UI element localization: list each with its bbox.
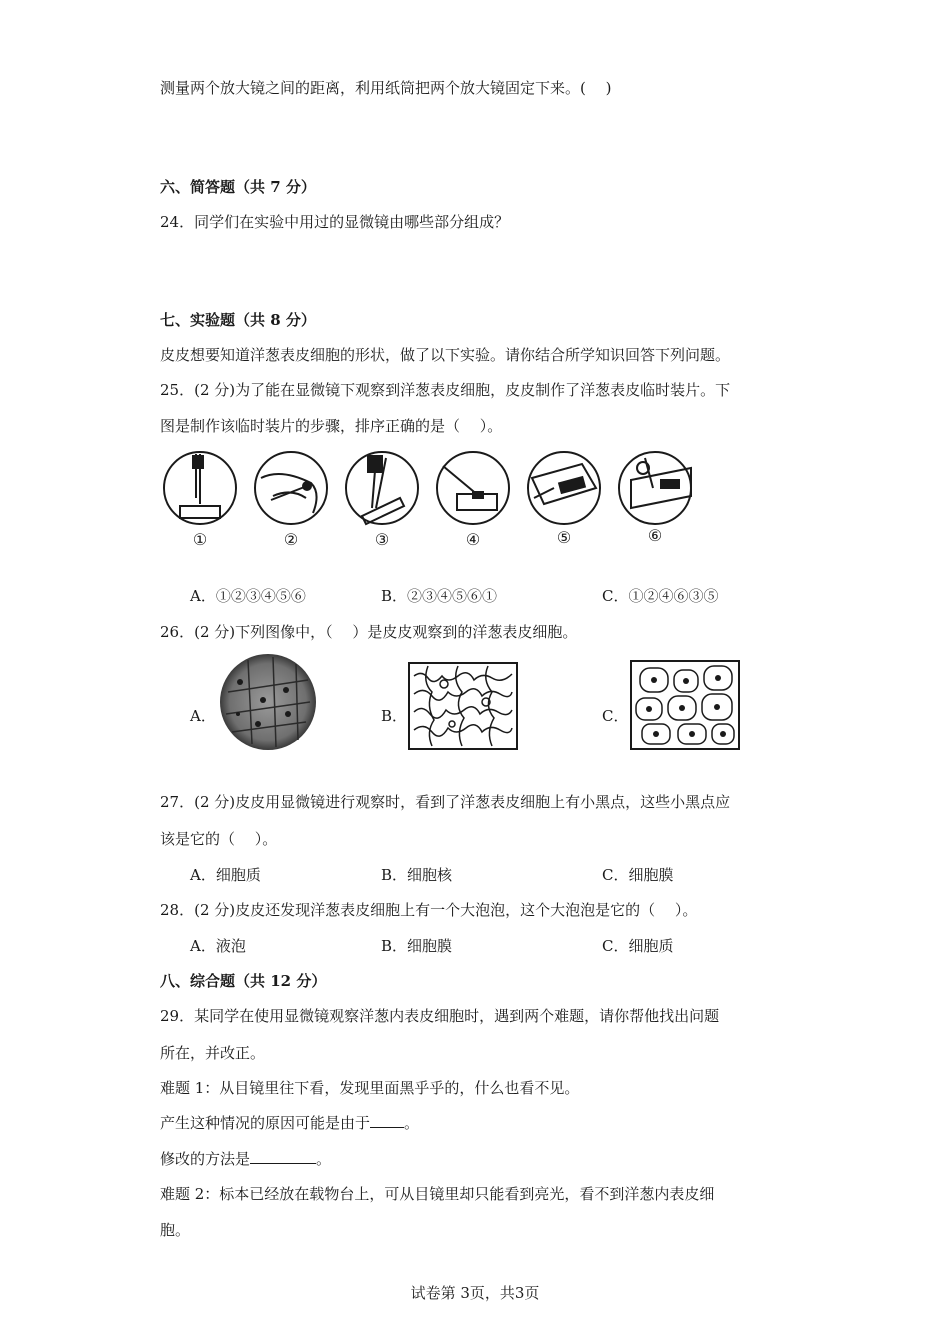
section-8-heading: 八、综合题（共 12 分）	[160, 972, 327, 990]
question-29-line2: 所在，并改正。	[160, 1044, 266, 1062]
q26-option-a-label[interactable]: A．	[190, 707, 216, 725]
fix-answer-line	[160, 1149, 331, 1169]
experiment-intro: 皮皮想要知道洋葱表皮细胞的形状，做了以下实验。请你结合所学知识回答下列问题。	[160, 346, 731, 364]
question-27-line1: 27．(2 分)皮皮用显微镜进行观察时，看到了洋葱表皮细胞上有小黑点，这些小黑点应	[160, 793, 731, 811]
fix-blank[interactable]	[250, 1149, 316, 1164]
q28-option-c[interactable]: C．细胞质	[602, 937, 674, 955]
step-number-2: ②	[283, 530, 299, 549]
question-25-line1: 25．(2 分)为了能在显微镜下观察到洋葱表皮细胞，皮皮制作了洋葱表皮临时装片。下	[160, 381, 731, 399]
question-26: 26．(2 分)下列图像中，（ ）是皮皮观察到的洋葱表皮细胞。	[160, 623, 578, 641]
step-number-5: ⑤	[556, 528, 572, 547]
problem-2-line1: 难题 2：标本已经放在载物台上，可从目镜里却只能看到亮光，看不到洋葱内表皮细	[160, 1185, 715, 1203]
step-number-6: ⑥	[647, 526, 663, 545]
step-4-spread-illustration	[437, 452, 509, 524]
cause-blank[interactable]	[370, 1113, 404, 1128]
step-5-coverslip-illustration	[528, 452, 600, 524]
fix-end: 。	[316, 1150, 332, 1168]
question-27-line2: 该是它的（ ）。	[160, 830, 278, 848]
q26-option-c-image[interactable]	[630, 660, 740, 750]
problem-2-line2: 胞。	[160, 1221, 191, 1239]
problem-1: 难题 1：从目镜里往下看，发现里面黑乎乎的，什么也看不见。	[160, 1079, 580, 1097]
question-25-line2: 图是制作该临时装片的步骤，排序正确的是（ ）。	[160, 417, 503, 435]
q28-option-b[interactable]: B．细胞膜	[381, 937, 453, 955]
cause-answer-line	[160, 1113, 419, 1133]
step-number-1: ①	[192, 530, 208, 549]
step-number-4: ④	[465, 530, 481, 549]
step-6-stain-illustration	[619, 452, 691, 524]
question-28: 28．(2 分)皮皮还发现洋葱表皮细胞上有一个大泡泡，这个大泡泡是它的（ ）。	[160, 901, 698, 919]
fix-prompt: 修改的方法是	[160, 1150, 251, 1168]
q26-option-a-image[interactable]	[218, 652, 318, 752]
q26-option-b-image[interactable]	[408, 662, 518, 750]
step-number-3: ③	[374, 530, 390, 549]
q27-option-a[interactable]: A．细胞质	[190, 866, 261, 884]
cause-prompt: 产生这种情况的原因可能是由于	[160, 1114, 371, 1132]
question-29-line1: 29．某同学在使用显微镜观察洋葱内表皮细胞时，遇到两个难题，请你帮他找出问题	[160, 1007, 720, 1025]
page-footer: 试卷第 3页，共3页	[410, 1284, 540, 1302]
q25-option-b[interactable]: B．②③④⑤⑥①	[381, 587, 498, 605]
section-7-heading: 七、实验题（共 8 分）	[160, 311, 316, 329]
q25-option-a[interactable]: A．①②③④⑤⑥	[190, 587, 306, 605]
q25-option-c[interactable]: C．①②④⑥③⑤	[602, 587, 719, 605]
question-24: 24．同学们在实验中用过的显微镜由哪些部分组成？	[160, 213, 510, 231]
step-3-tweezers-illustration	[346, 452, 418, 524]
q26-option-b-label[interactable]: B．	[381, 707, 408, 725]
step-2-peel-illustration	[255, 452, 327, 524]
q27-option-b[interactable]: B．细胞核	[381, 866, 453, 884]
slide-preparation-steps-figure	[160, 448, 700, 553]
step-1-dropper-illustration	[164, 452, 236, 524]
section-6-heading: 六、简答题（共 7 分）	[160, 178, 316, 196]
q23-continuation: 测量两个放大镜之间的距离，利用纸筒把两个放大镜固定下来。( )	[160, 79, 612, 97]
cause-end: 。	[404, 1114, 420, 1132]
q26-option-c-label[interactable]: C．	[602, 707, 629, 725]
q27-option-c[interactable]: C．细胞膜	[602, 866, 674, 884]
q28-option-a[interactable]: A．液泡	[190, 937, 246, 955]
